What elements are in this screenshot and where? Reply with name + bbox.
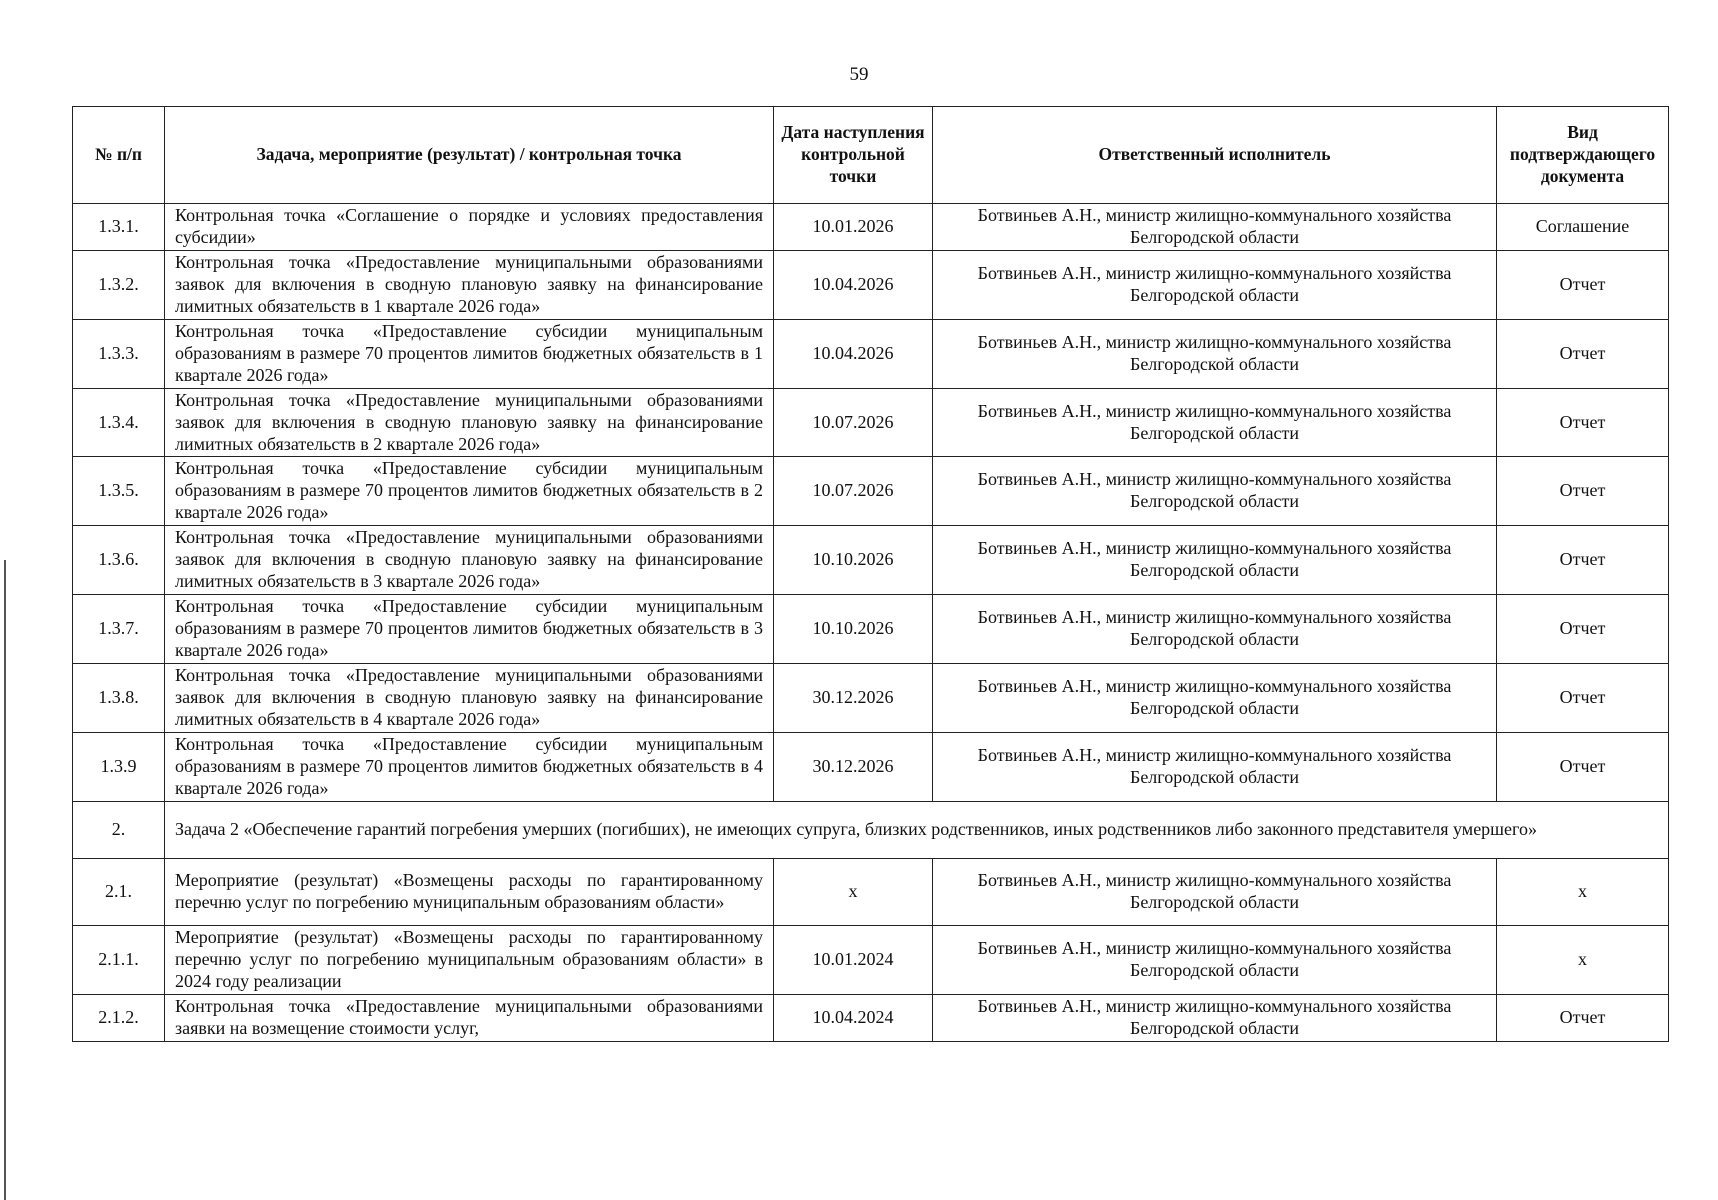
cell-num: 1.3.2. (73, 250, 165, 319)
header-doc: Вид подтверждающего документа (1497, 107, 1669, 204)
cell-task: Мероприятие (результат) «Возмещены расходы по гарантированному перечню услуг по погребению муниципальным образованиям области» в 2024 году реализации (165, 925, 774, 994)
cell-responsible: Ботвиньев А.Н., министр жилищно-коммунального хозяйства Белгородской области (933, 994, 1497, 1041)
cell-responsible: Ботвиньев А.Н., министр жилищно-коммунального хозяйства Белгородской области (933, 526, 1497, 595)
cell-responsible: Ботвиньев А.Н., министр жилищно-коммунального хозяйства Белгородской области (933, 250, 1497, 319)
cell-doc: Отчет (1497, 388, 1669, 457)
cell-task: Контрольная точка «Соглашение о порядке и условиях предоставления субсидии» (165, 204, 774, 251)
table-header-row (73, 107, 1669, 204)
cell-task: Мероприятие (результат) «Возмещены расходы по гарантированному перечню услуг по погребению муниципальным образованиям области» (165, 858, 774, 925)
cell-date: 10.01.2026 (774, 204, 933, 251)
table-row (73, 994, 1669, 1041)
cell-responsible: Ботвиньев А.Н., министр жилищно-коммунального хозяйства Белгородской области (933, 664, 1497, 733)
cell-task: Контрольная точка «Предоставление муниципальными образованиями заявок для включения в сводную плановую заявку на финансирование лимитных обязательств в 4 квартале 2026 года» (165, 664, 774, 733)
header-date: Дата наступления контрольной точки (774, 107, 933, 204)
header-task: Задача, мероприятие (результат) / контрольная точка (165, 107, 774, 204)
cell-doc: Отчет (1497, 526, 1669, 595)
cell-task: Контрольная точка «Предоставление муниципальными образованиями заявок для включения в сводную плановую заявку на финансирование лимитных обязательств в 2 квартале 2026 года» (165, 388, 774, 457)
cell-num: 2. (73, 801, 165, 858)
task-row (73, 801, 1669, 858)
cell-date: 10.01.2024 (774, 925, 933, 994)
cell-num: 1.3.4. (73, 388, 165, 457)
cell-doc: Отчет (1497, 457, 1669, 526)
cell-doc: Отчет (1497, 250, 1669, 319)
header-responsible: Ответственный исполнитель (933, 107, 1497, 204)
cell-responsible: Ботвиньев А.Н., министр жилищно-коммунального хозяйства Белгородской области (933, 204, 1497, 251)
cell-num: 2.1.2. (73, 994, 165, 1041)
table-row (73, 664, 1669, 733)
cell-doc: х (1497, 925, 1669, 994)
header-num: № п/п (73, 107, 165, 204)
task-2-title: Задача 2 «Обеспечение гарантий погребения умерших (погибших), не имеющих супруга, близких родственников, иных родственников либо законного представителя умершего» (165, 801, 1669, 858)
cell-date: 10.04.2026 (774, 250, 933, 319)
cell-num: 1.3.5. (73, 457, 165, 526)
cell-doc: Соглашение (1497, 204, 1669, 251)
cell-doc: Отчет (1497, 595, 1669, 664)
cell-responsible: Ботвиньев А.Н., министр жилищно-коммунального хозяйства Белгородской области (933, 319, 1497, 388)
cell-date: 10.10.2026 (774, 595, 933, 664)
cell-task: Контрольная точка «Предоставление субсидии муниципальным образованиям в размере 70 процентов лимитов бюджетных обязательств в 1 квартале 2026 года» (165, 319, 774, 388)
cell-task: Контрольная точка «Предоставление муниципальными образованиями заявки на возмещение стоимости услуг, (165, 994, 774, 1041)
cell-task: Контрольная точка «Предоставление муниципальными образованиями заявок для включения в сводную плановую заявку на финансирование лимитных обязательств в 3 квартале 2026 года» (165, 526, 774, 595)
cell-task: Контрольная точка «Предоставление субсидии муниципальным образованиям в размере 70 процентов лимитов бюджетных обязательств в 2 квартале 2026 года» (165, 457, 774, 526)
cell-responsible: Ботвиньев А.Н., министр жилищно-коммунального хозяйства Белгородской области (933, 595, 1497, 664)
cell-doc: Отчет (1497, 732, 1669, 801)
cell-num: 1.3.1. (73, 204, 165, 251)
cell-date: 30.12.2026 (774, 664, 933, 733)
cell-responsible: Ботвиньев А.Н., министр жилищно-коммунального хозяйства Белгородской области (933, 925, 1497, 994)
cell-doc: Отчет (1497, 994, 1669, 1041)
table-row (73, 526, 1669, 595)
cell-responsible: Ботвиньев А.Н., министр жилищно-коммунального хозяйства Белгородской области (933, 388, 1497, 457)
cell-num: 2.1. (73, 858, 165, 925)
table-row (73, 204, 1669, 251)
cell-doc: Отчет (1497, 664, 1669, 733)
cell-responsible: Ботвиньев А.Н., министр жилищно-коммунального хозяйства Белгородской области (933, 457, 1497, 526)
cell-responsible: Ботвиньев А.Н., министр жилищно-коммунального хозяйства Белгородской области (933, 858, 1497, 925)
table-row (73, 858, 1669, 925)
cell-num: 1.3.3. (73, 319, 165, 388)
cell-num: 1.3.8. (73, 664, 165, 733)
table-row (73, 595, 1669, 664)
table-row (73, 250, 1669, 319)
cell-doc: Отчет (1497, 319, 1669, 388)
scan-edge-line (4, 560, 6, 1200)
table-row (73, 319, 1669, 388)
table-row (73, 925, 1669, 994)
table-row (73, 732, 1669, 801)
cell-date: 10.07.2026 (774, 388, 933, 457)
cell-responsible: Ботвиньев А.Н., министр жилищно-коммунального хозяйства Белгородской области (933, 732, 1497, 801)
cell-num: 1.3.9 (73, 732, 165, 801)
cell-task: Контрольная точка «Предоставление муниципальными образованиями заявок для включения в сводную плановую заявку на финансирование лимитных обязательств в 1 квартале 2026 года» (165, 250, 774, 319)
cell-num: 1.3.6. (73, 526, 165, 595)
table-row (73, 457, 1669, 526)
cell-num: 1.3.7. (73, 595, 165, 664)
cell-date: х (774, 858, 933, 925)
page-number: 59 (849, 64, 869, 85)
cell-task: Контрольная точка «Предоставление субсидии муниципальным образованиям в размере 70 процентов лимитов бюджетных обязательств в 3 квартале 2026 года» (165, 595, 774, 664)
table-row (73, 388, 1669, 457)
cell-date: 10.04.2024 (774, 994, 933, 1041)
control-points-table (72, 106, 1669, 1042)
cell-doc: х (1497, 858, 1669, 925)
cell-date: 30.12.2026 (774, 732, 933, 801)
cell-task: Контрольная точка «Предоставление субсидии муниципальным образованиям в размере 70 процентов лимитов бюджетных обязательств в 4 квартале 2026 года» (165, 732, 774, 801)
cell-date: 10.07.2026 (774, 457, 933, 526)
cell-date: 10.04.2026 (774, 319, 933, 388)
cell-num: 2.1.1. (73, 925, 165, 994)
cell-date: 10.10.2026 (774, 526, 933, 595)
